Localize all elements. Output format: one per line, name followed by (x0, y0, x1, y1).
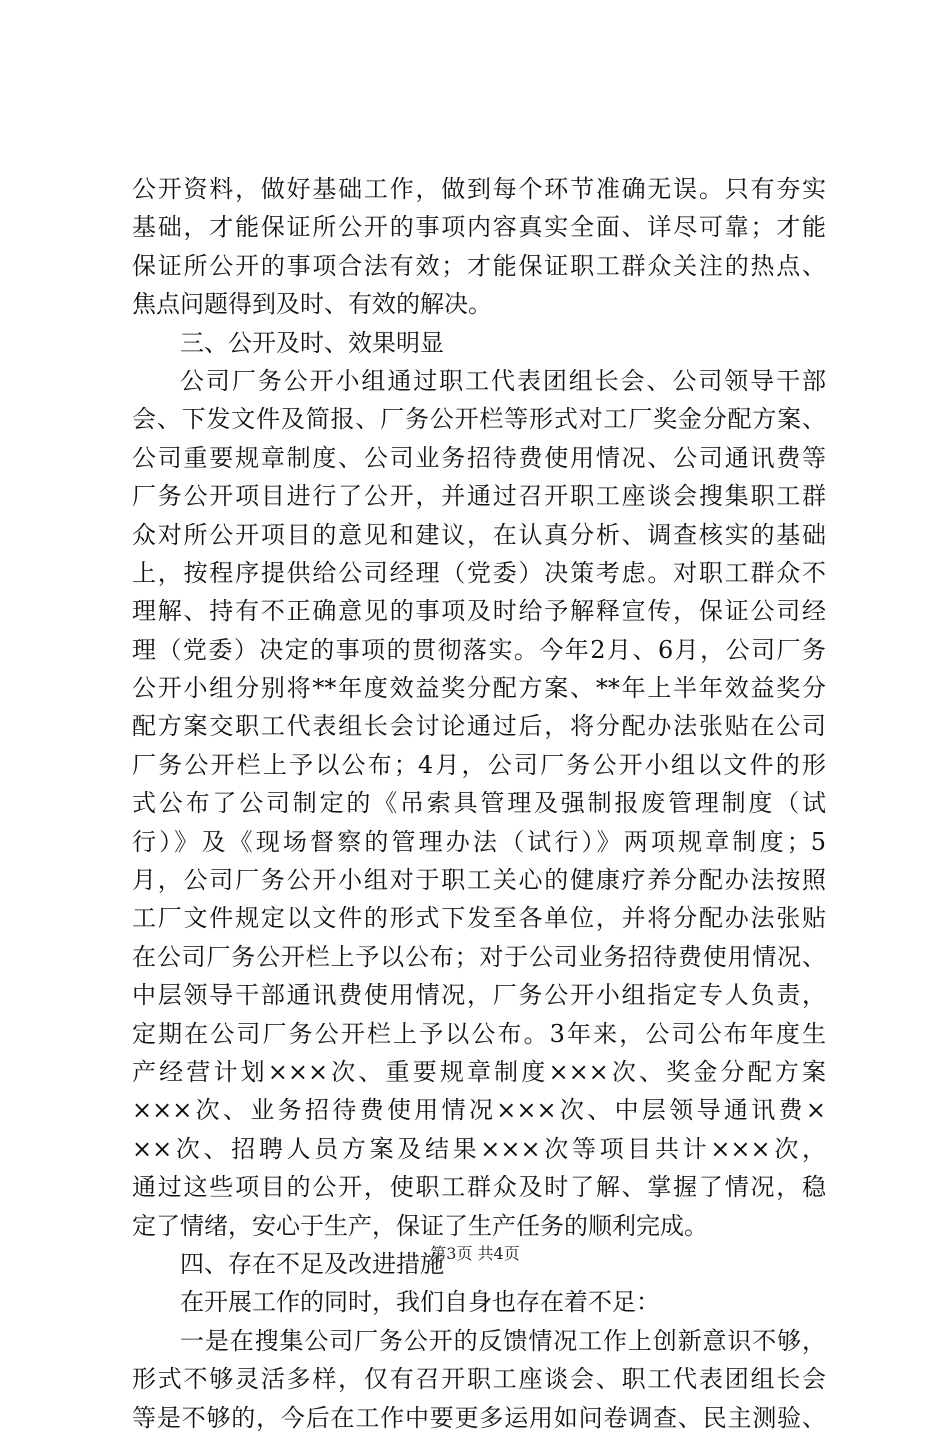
text-line: 厂务公开栏上予以公布；4月，公司厂务公开小组以文件的形 (132, 750, 826, 779)
page-footer: 第3页 共4页 (430, 1244, 520, 1263)
text-line: 会、下发文件及简报、厂务公开栏等形式对工厂奖金分配方案、 (132, 405, 826, 434)
text-line: 中层领导干部通讯费使用情况，厂务公开小组指定专人负责， (132, 981, 826, 1010)
text-line: 形式不够灵活多样，仅有召开职工座谈会、职工代表团组长会 (132, 1365, 826, 1394)
text-line: 上，按程序提供给公司经理（党委）决策考虑。对职工群众不 (132, 558, 826, 587)
text-line: ××次、招聘人员方案及结果×××次等项目共计×××次， (132, 1134, 826, 1163)
text-line: 公开小组分别将**年度效益奖分配方案、**年上半年效益奖分 (132, 674, 826, 703)
text-line: 式公布了公司制定的《吊索具管理及强制报废管理制度（试 (132, 789, 826, 818)
text-line: 定了情绪，安心于生产，保证了生产任务的顺利完成。 (132, 1211, 708, 1240)
text-line: 保证所公开的事项合法有效；才能保证职工群众关注的热点、 (132, 251, 826, 280)
text-line: 公司厂务公开小组通过职工代表团组长会、公司领导干部 (180, 366, 826, 395)
text-line: 理（党委）决定的事项的贯彻落实。今年2月、6月，公司厂务 (132, 635, 826, 664)
text-line: 在开展工作的同时，我们自身也存在着不足： (180, 1288, 660, 1317)
text-line: 月，公司厂务公开小组对于职工关心的健康疗养分配办法按照 (132, 866, 826, 895)
text-line: 定期在公司厂务公开栏上予以公布。3年来，公司公布年度生 (132, 1019, 826, 1048)
text-line: 四、存在不足及改进措施 (180, 1249, 444, 1278)
text-line: 行）》及《现场督察的管理办法（试行）》两项规章制度；5 (132, 827, 826, 856)
text-line: 产经营计划×××次、重要规章制度×××次、奖金分配方案 (132, 1057, 826, 1086)
text-line: 公司重要规章制度、公司业务招待费使用情况、公司通讯费等 (132, 443, 826, 472)
text-line: 等是不够的，今后在工作中要更多运用如问卷调查、民主测验、 (132, 1403, 826, 1432)
text-line: 理解、持有不正确意见的事项及时给予解释宣传，保证公司经 (132, 597, 826, 626)
text-line: 基础，才能保证所公开的事项内容真实全面、详尽可靠；才能 (132, 213, 826, 242)
text-line: 配方案交职工代表组长会讨论通过后，将分配办法张贴在公司 (132, 712, 826, 741)
text-line: 三、公开及时、效果明显 (180, 328, 444, 357)
text-line: 一是在搜集公司厂务公开的反馈情况工作上创新意识不够， (180, 1326, 826, 1355)
text-line: 厂务公开项目进行了公开，并通过召开职工座谈会搜集职工群 (132, 482, 826, 511)
text-line: 公开资料，做好基础工作，做到每个环节准确无误。只有夯实 (132, 175, 826, 203)
text-line: 通过这些项目的公开，使职工群众及时了解、掌握了情况，稳 (132, 1173, 826, 1202)
text-line: 焦点问题得到及时、有效的解决。 (132, 290, 492, 319)
text-line: 工厂文件规定以文件的形式下发至各单位，并将分配办法张贴 (132, 904, 826, 933)
text-line: 在公司厂务公开栏上予以公布；对于公司业务招待费使用情况、 (132, 942, 826, 971)
text-line: 众对所公开项目的意见和建议，在认真分析、调查核实的基础 (132, 520, 826, 549)
text-line: ×××次、业务招待费使用情况×××次、中层领导通讯费× (132, 1096, 826, 1125)
